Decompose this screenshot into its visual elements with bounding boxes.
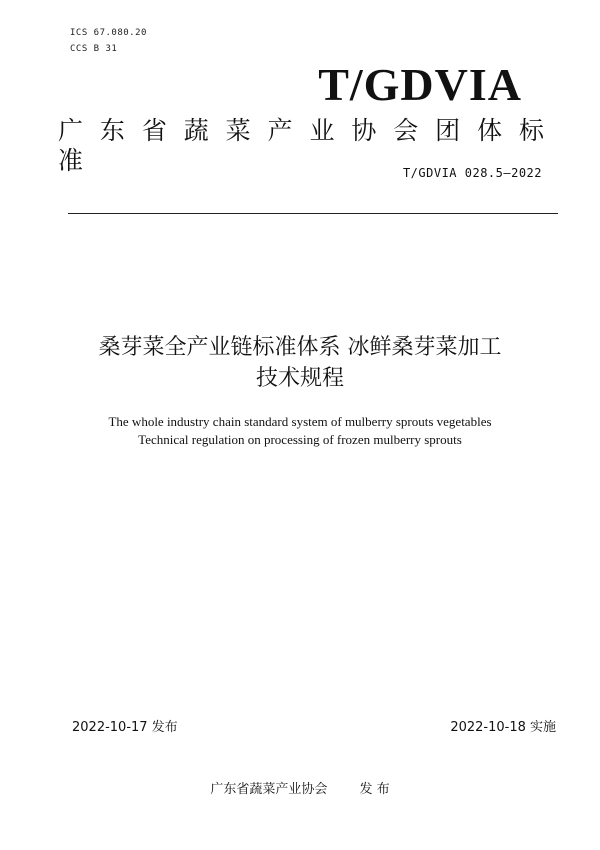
organization-standard-title: 广东省蔬菜产业协会团体标准 bbox=[58, 116, 558, 175]
implementation-date: 2022-10-18 实施 bbox=[450, 720, 556, 735]
standard-number: T/GDVIA 028.5—2022 bbox=[402, 166, 542, 180]
header-divider bbox=[68, 213, 558, 214]
standard-brand-mark: T/GDVIA bbox=[318, 59, 522, 110]
english-title bbox=[40, 413, 560, 449]
english-title-line-1: The whole industry chain standard system of mulberry sprouts vegetables bbox=[108, 414, 492, 429]
issuer-action: 发 布 bbox=[359, 782, 390, 797]
issuer-organization: 广东省蔬菜产业协会 bbox=[210, 782, 328, 797]
publication-date: 2022-10-17 发布 bbox=[72, 720, 178, 735]
chinese-title-line-2: 技术规程 bbox=[255, 366, 344, 391]
ics-code: ICS 67.080.20 bbox=[70, 28, 147, 38]
ccs-code: CCS B 31 bbox=[70, 44, 118, 54]
chinese-title-line-1: 桑芽菜全产业链标准体系 冰鲜桑芽菜加工 bbox=[98, 335, 502, 360]
english-title-line-2: Technical regulation on processing of frozen mulberry sprouts bbox=[138, 432, 462, 447]
issuer-line bbox=[0, 778, 600, 797]
chinese-title bbox=[40, 332, 560, 394]
